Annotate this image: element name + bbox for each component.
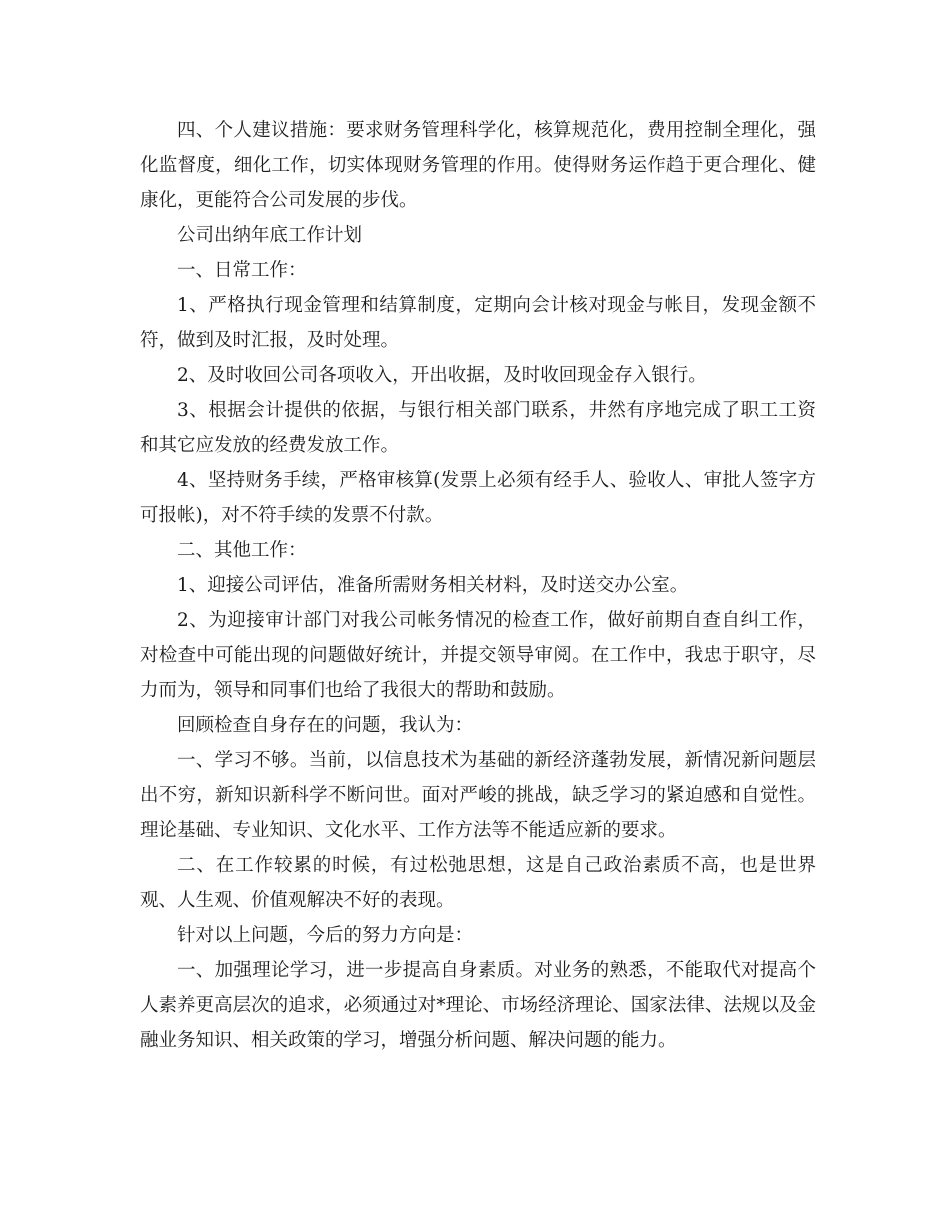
paragraph-suggestions: 四、个人建议措施：要求财务管理科学化，核算规范化，费用控制全理化，强化监督度，细化工作，切实体现财务管理的作用。使得财务运作趋于更合理化、健康化，更能符合公司发展的步伐。 — [140, 120, 816, 211]
paragraph-direction-1: 一、加强理论学习，进一步提高自身素质。对业务的熟悉，不能取代对提高个人素养更高层次的追求，必须通过对*理论、市场经济理论、国家法律、法规以及金融业务知识、相关政策的学习，增强分析问题、解决问题的能力。 — [140, 960, 816, 1051]
paragraph-other-work-heading: 二、其他工作： — [177, 540, 307, 561]
paragraph-review-heading: 回顾检查自身存在的问题，我认为： — [177, 715, 474, 736]
paragraph-problem-2: 二、在工作较累的时候，有过松弛思想，这是自己政治素质不高，也是世界观、人生观、价值观解决不好的表现。 — [140, 855, 816, 911]
paragraph-other-item-1: 1、迎接公司评估，准备所需财务相关材料，及时送交办公室。 — [177, 575, 689, 596]
paragraph-direction-heading: 针对以上问题，今后的努力方向是： — [177, 925, 474, 946]
paragraph-plan-title: 公司出纳年底工作计划 — [177, 225, 363, 246]
paragraph-other-item-2: 2、为迎接审计部门对我公司帐务情况的检查工作，做好前期自查自纠工作，对检查中可能出现的问题做好统计，并提交领导审阅。在工作中，我忠于职守，尽力而为，领导和同事们也给了我很大的帮助和鼓励。 — [140, 610, 816, 701]
paragraph-daily-item-1: 1、严格执行现金管理和结算制度，定期向会计核对现金与帐目，发现金额不符，做到及时汇报，及时处理。 — [140, 295, 816, 351]
paragraph-daily-item-4: 4、坚持财务手续，严格审核算(发票上必须有经手人、验收人、审批人签字方可报帐)，对不符手续的发票不付款。 — [140, 470, 816, 526]
paragraph-problem-1: 一、学习不够。当前，以信息技术为基础的新经济蓬勃发展，新情况新问题层出不穷，新知识新科学不断问世。面对严峻的挑战，缺乏学习的紧迫感和自觉性。理论基础、专业知识、文化水平、工作方法等不能适应新的要求。 — [140, 750, 816, 841]
paragraph-daily-work-heading: 一、日常工作： — [177, 260, 307, 281]
paragraph-daily-item-3: 3、根据会计提供的依据，与银行相关部门联系，井然有序地完成了职工工资和其它应发放的经费发放工作。 — [140, 400, 816, 456]
paragraph-daily-item-2: 2、及时收回公司各项收入，开出收据，及时收回现金存入银行。 — [177, 365, 707, 386]
document-body — [140, 113, 816, 1058]
